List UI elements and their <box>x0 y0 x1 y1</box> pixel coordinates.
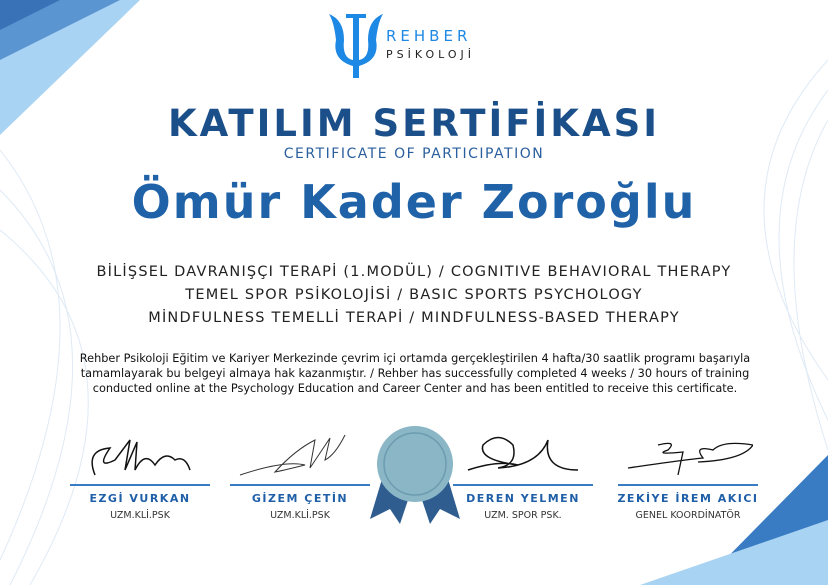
logo-text-rehber: REHBER <box>386 27 472 45</box>
signature-block <box>448 430 598 521</box>
certificate-title: KATILIM SERTİFİKASI <box>167 102 660 145</box>
signature-line <box>618 484 758 486</box>
logo <box>326 10 496 80</box>
logo-text-psikoloji: PSİKOLOJİ <box>386 48 476 61</box>
signature-block <box>225 430 375 521</box>
signatory-name: GİZEM ÇETİN <box>251 492 349 505</box>
signatory-role: UZM. SPOR PSK. <box>484 510 562 521</box>
signature-image <box>623 430 753 482</box>
course-line: MİNDFULNESS TEMELLİ TERAPİ / MINDFULNESS-BASED THERAPY <box>148 310 680 326</box>
signature-line <box>453 484 593 486</box>
psi-logo-icon <box>326 10 386 80</box>
course-line: TEMEL SPOR PSİKOLOJİSİ / BASIC SPORTS PSYCHOLOGY <box>185 287 643 303</box>
signature-image <box>458 430 588 482</box>
signature-block <box>613 430 763 521</box>
signatory-name: DEREN YELMEN <box>466 492 580 505</box>
signature-block <box>65 430 215 521</box>
course-line: BİLİŞSEL DAVRANIŞÇI TERAPİ (1.MODÜL) / COGNITIVE BEHAVIORAL THERAPY <box>96 264 732 280</box>
signatory-name: ZEKİYE İREM AKICI <box>617 492 759 505</box>
signatory-role: GENEL KOORDİNATÖR <box>635 510 741 521</box>
recipient-name: Ömür Kader Zoroğlu <box>131 175 697 229</box>
certificate-subtitle: CERTIFICATE OF PARTICIPATION <box>283 146 545 162</box>
signatory-name: EZGİ VURKAN <box>89 492 191 505</box>
description-paragraph: Rehber Psikoloji Eğitim ve Kariyer Merkezinde çevrim içi ortamda gerçekleştirilen 4 hafta/30 saatlik programı başarıyla tamamlayarak bu belgeyi almaya hak kazanmıştır. / Rehber has successfully completed 4 weeks / 30 hours of training conducted online at the Psychology Education and Career Center and has been entitled to receive this certificate. <box>79 352 751 395</box>
signatory-role: UZM.KLİ.PSK <box>110 510 170 521</box>
signature-line <box>230 484 370 486</box>
signature-image <box>75 430 205 482</box>
signature-image <box>235 430 365 482</box>
signatory-role: UZM.KLİ.PSK <box>270 510 330 521</box>
signature-line <box>70 484 210 486</box>
